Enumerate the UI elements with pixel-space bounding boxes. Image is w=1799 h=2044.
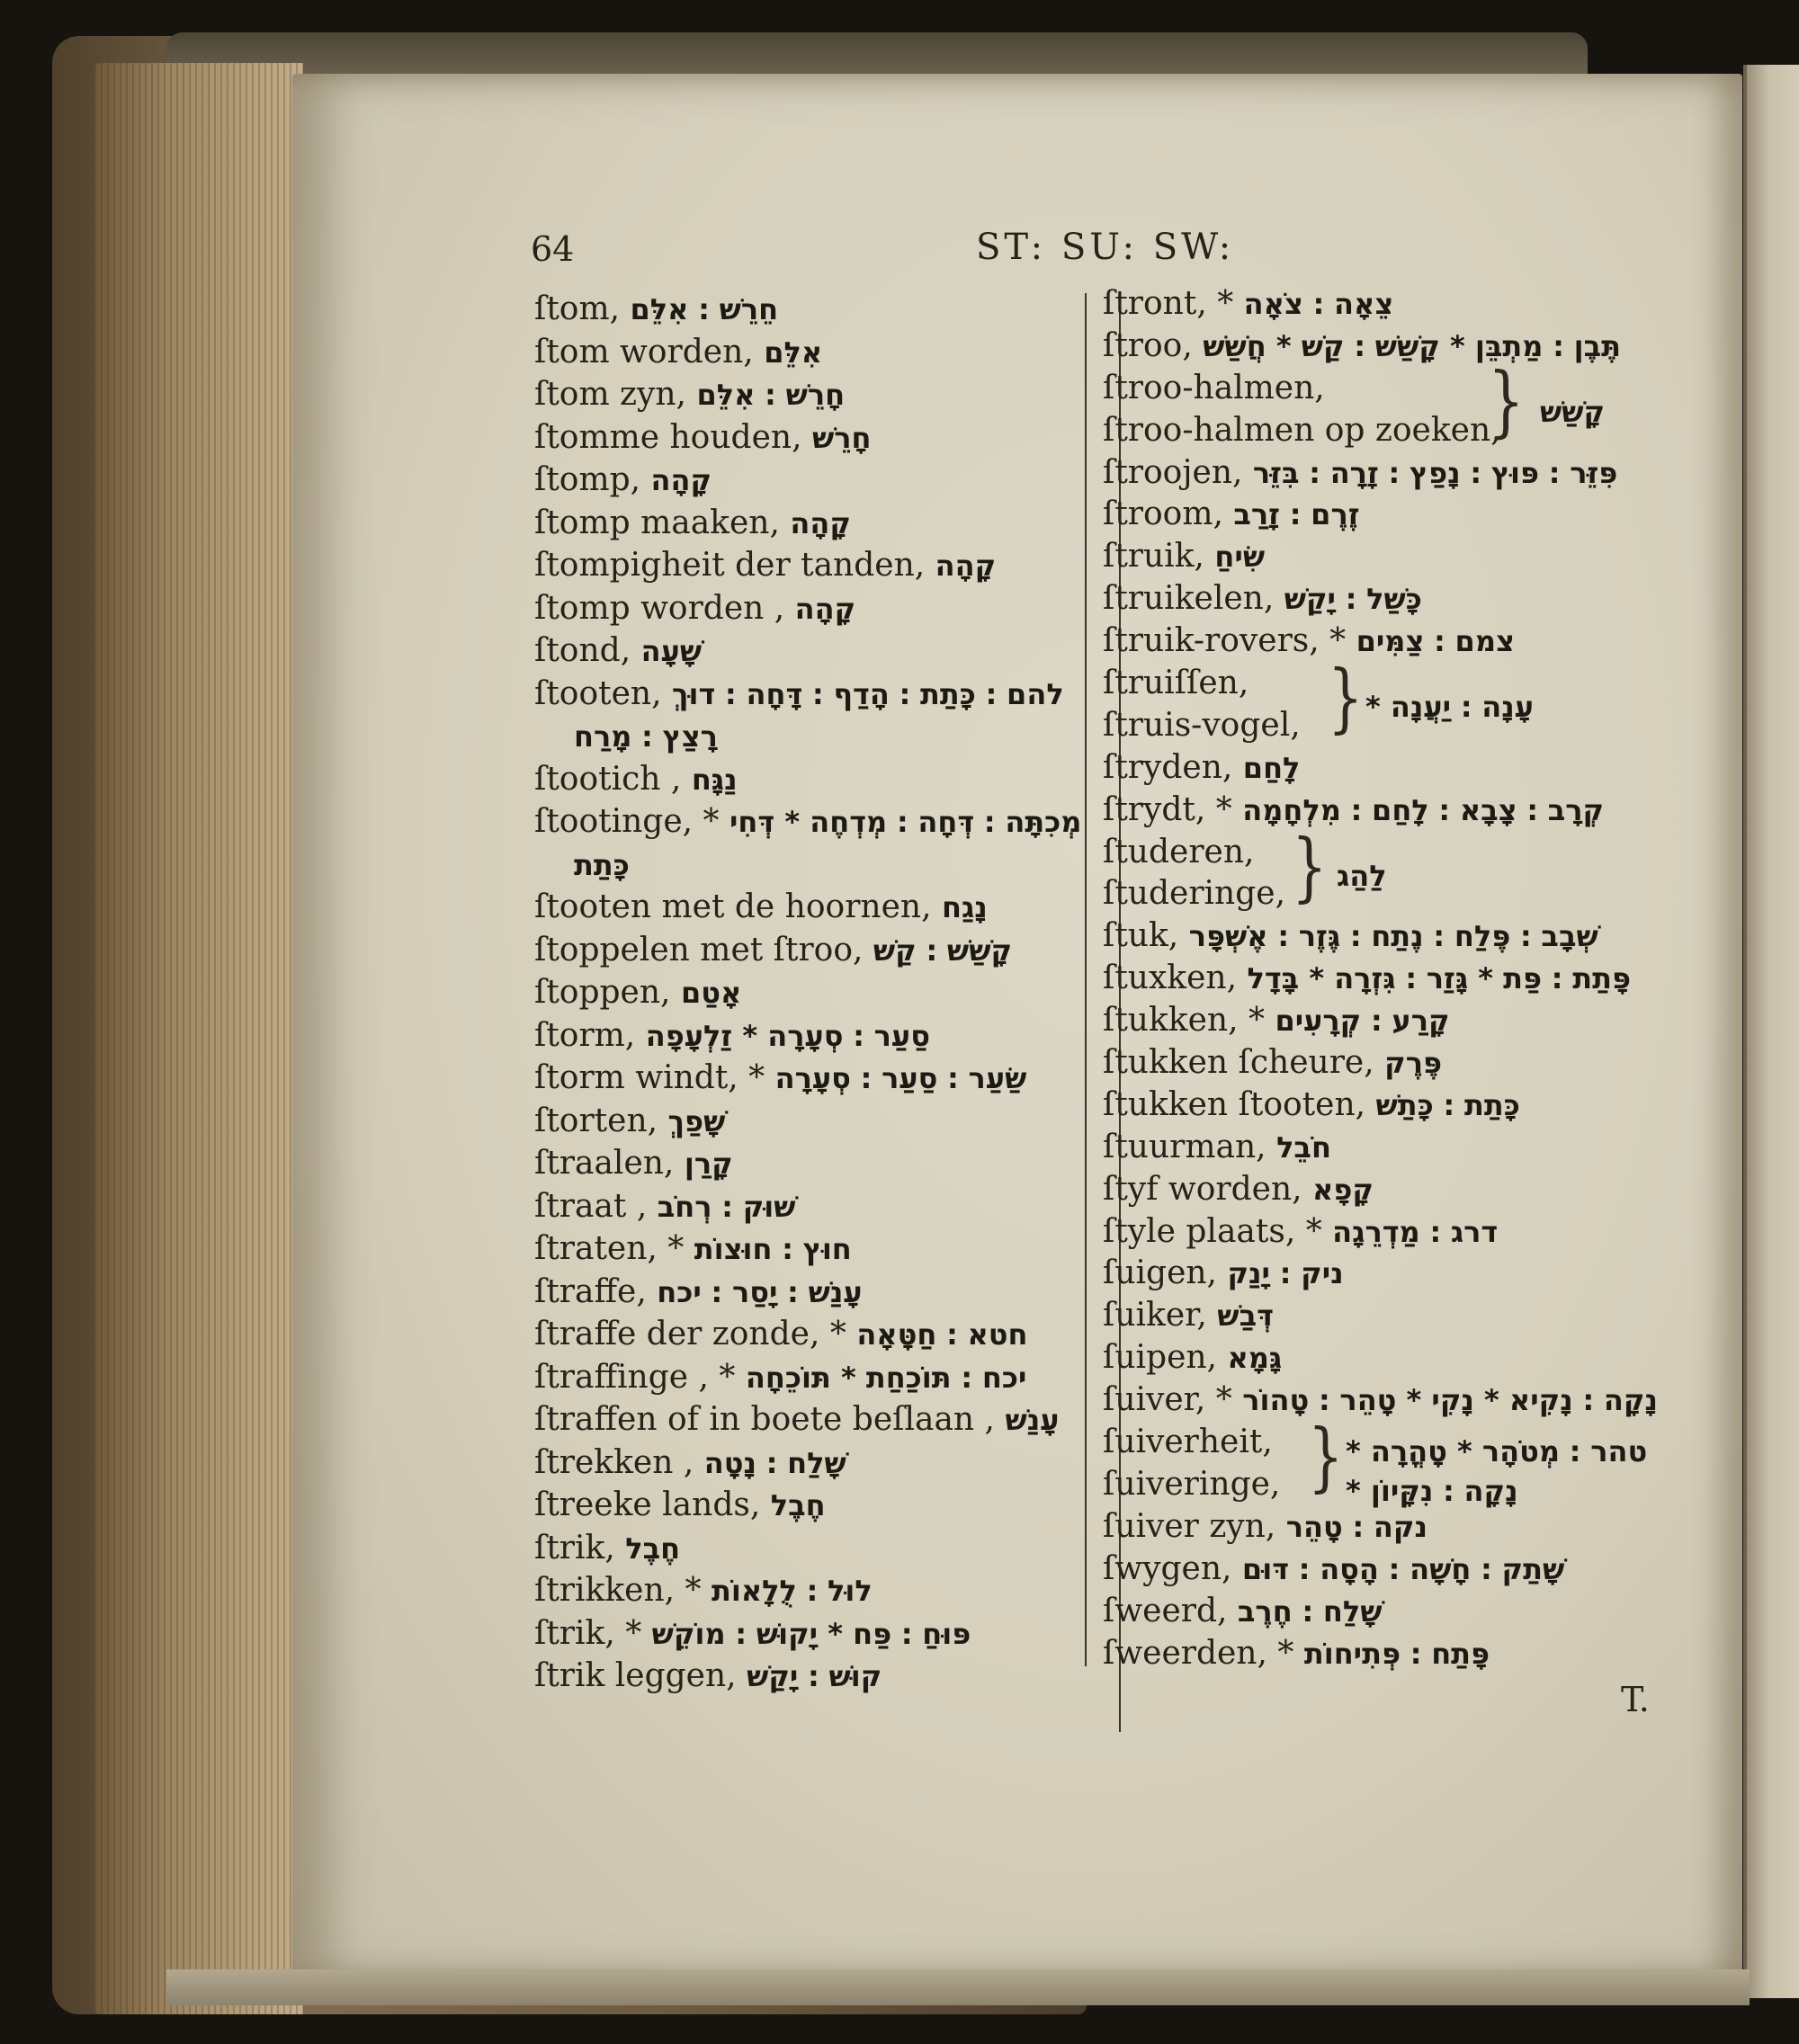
dutch-word: ſtooten,: [534, 674, 662, 712]
hebrew-word: סַעַר ׃ סְעָרָה * זַלְעָפָה: [645, 1018, 930, 1053]
hebrew-word: שָׁפַךְ: [667, 1103, 726, 1138]
hebrew-word: נַגָּח: [691, 762, 738, 797]
page-bottom-shadow: [166, 1969, 1750, 2005]
hebrew-word: דְּבַשׁ: [1217, 1299, 1274, 1334]
dutch-word: ſtond,: [534, 632, 631, 669]
list-item: [534, 800, 1083, 843]
grouped-entry: [1103, 653, 1635, 747]
dutch-word: ſtroojen,: [1103, 453, 1243, 491]
list-item: [534, 1442, 1083, 1485]
dutch-word: ſtraffe der zonde, *: [534, 1316, 846, 1352]
list-item: [534, 1185, 1083, 1228]
list-item: [534, 373, 1083, 416]
hebrew-word: חֵרֵשׁ ׃ אִלֵּם: [630, 292, 779, 326]
hebrew-word: עָנָה ׃ יַעֲנָה *: [1365, 690, 1534, 725]
list-item: [534, 971, 1083, 1014]
brace-icon: }: [1292, 821, 1328, 911]
list-item: [534, 1356, 1083, 1399]
list-item: [1103, 536, 1635, 578]
page-number: 64: [531, 229, 575, 269]
hebrew-word: קָפָא: [1312, 1172, 1374, 1207]
dutch-word: ſuiverheit,: [1103, 1424, 1273, 1461]
hebrew-word: קָהָה: [650, 463, 712, 497]
hebrew-word: לַהַג: [1337, 858, 1387, 893]
hebrew-word: נָגַח: [942, 890, 988, 924]
list-item: [534, 1057, 1083, 1100]
list-item: [534, 629, 1083, 673]
hebrew-word: כָּתַת ׃ כָּתַשׁ: [1375, 1087, 1520, 1122]
list-item: [1103, 1549, 1635, 1591]
list-item: [1103, 915, 1635, 958]
column-rule: [1085, 293, 1087, 1666]
list-item: [1103, 1084, 1635, 1127]
hebrew-word: קָרַע ׃ קְרָעִים: [1275, 1004, 1450, 1039]
hebrew-word: אִלֵּם: [764, 335, 823, 370]
grouped-entry: [1103, 356, 1635, 452]
hebrew-word: שַׂעַר ׃ סַעַר ׃ סְעָרָה: [774, 1061, 1027, 1095]
list-item: [534, 843, 1083, 887]
hebrew-word: ניק ׃ יָנַק: [1227, 1256, 1344, 1291]
dutch-word: ſtrik, *: [534, 1614, 642, 1652]
dutch-word: ſuiver, *: [1103, 1381, 1232, 1419]
dutch-word: ſtomp worden ,: [534, 589, 785, 627]
grouped-entry: [1103, 1412, 1648, 1509]
page-block-edge: [94, 63, 303, 2014]
dutch-word: ſtraat ,: [534, 1187, 648, 1225]
hebrew-word: נקה ׃ טָהֵר: [1285, 1509, 1428, 1544]
hebrew-word: רָצַץ ׃ מָרַח: [574, 719, 718, 754]
hebrew-word: כָּשַׁל ׃ יָקַשׁ: [1284, 582, 1422, 617]
hebrew-word: אָטַם: [680, 976, 742, 1010]
dutch-word: ſtrik,: [534, 1529, 615, 1566]
hebrew-word: עָנַשׁ: [1005, 1403, 1060, 1437]
hebrew-word: קָהָה: [790, 505, 851, 540]
list-item: [534, 715, 1083, 758]
hebrew-word: חטא ׃ חַטָּאָה: [856, 1317, 1028, 1352]
hebrew-word: קָשַׁשׁ: [1540, 394, 1606, 429]
hebrew-word: מְכִתָּה ׃ דְּחָה ׃ מְדְחֶה * דְּחִי: [729, 805, 1082, 839]
hebrew-word: שׁוּק ׃ רְחֹב: [657, 1189, 796, 1224]
list-item: [534, 502, 1083, 545]
dutch-word: ſtraffinge , *: [534, 1358, 736, 1396]
list-item: [534, 1612, 1083, 1656]
dutch-word: ſtoppelen met ſtroo,: [534, 931, 864, 968]
list-item: [1103, 1211, 1635, 1254]
dutch-word: ſtorm,: [534, 1016, 636, 1054]
dutch-word: ſtuxken,: [1103, 960, 1238, 997]
list-item: [1103, 1169, 1635, 1211]
hebrew-word: קָהָה: [794, 591, 856, 626]
list-item: [1103, 283, 1635, 326]
dutch-word: ſtootinge, *: [534, 803, 720, 840]
dutch-word: ſtroo-halmen op zoeken,: [1103, 411, 1501, 449]
list-item: [1103, 494, 1635, 536]
list-item: [1103, 958, 1635, 1000]
dutch-word: ſtruikelen,: [1103, 580, 1275, 618]
dutch-word: ſtrekken ,: [534, 1443, 694, 1481]
dutch-word: ſtruik-rovers, *: [1103, 622, 1347, 660]
brace-icon: }: [1308, 1412, 1344, 1501]
hebrew-word: פָּתַת ׃ פַּת * גָּזַר ׃ גִּזְרָה * בָּדָל: [1247, 961, 1631, 996]
hebrew-word: דרג ׃ מַדְרֵגָה: [1332, 1214, 1499, 1249]
hebrew-word: זֶרֶם ׃ זָרַב: [1233, 497, 1360, 532]
dutch-word: ſtom worden,: [534, 333, 754, 370]
grouped-entry: [1103, 821, 1635, 916]
catchword: T.: [1621, 1680, 1650, 1719]
dutch-word: ſtraffe,: [534, 1272, 647, 1310]
dutch-word: ſtom zyn,: [534, 376, 686, 413]
dutch-word: ſtuurman,: [1103, 1128, 1266, 1165]
list-item: [1103, 1127, 1635, 1169]
list-item: [1103, 1506, 1635, 1549]
list-item: [1103, 578, 1635, 620]
dutch-word: ſtoppen,: [534, 974, 671, 1011]
dutch-word: ſtomp maaken,: [534, 504, 780, 541]
list-item: [1103, 1337, 1635, 1379]
dutch-word: ſtompigheit der tanden,: [534, 547, 926, 584]
list-item: [534, 416, 1083, 460]
dutch-word: ſtukken ſcheure,: [1103, 1044, 1374, 1082]
list-item: [534, 1527, 1083, 1570]
dutch-word: ſtruiſſen,: [1103, 665, 1249, 702]
list-item: [534, 459, 1083, 502]
dutch-word: ſtuderen,: [1103, 833, 1255, 870]
list-item: [534, 673, 1083, 716]
list-item: [1103, 1591, 1635, 1633]
list-item: [1103, 1379, 1658, 1422]
list-item: [1103, 326, 1635, 368]
hebrew-word: שְׁבָב ׃ פֶּלַח ׃ נֶתַח ׃ גֶּזֶר ׃ אֶשְׁפָּר: [1188, 919, 1598, 954]
dutch-word: ſweerd,: [1103, 1592, 1228, 1629]
dutch-word: ſtyf worden,: [1103, 1170, 1302, 1208]
dutch-word: ſtraten, *: [534, 1230, 685, 1267]
hebrew-word: טהר ׃ מְטֹהָר * טָהֳרָה *: [1346, 1434, 1648, 1469]
facing-page-edge: [1743, 65, 1799, 1998]
hebrew-word: חֶבֶל: [625, 1531, 681, 1566]
hebrew-word: יכח ׃ תּוֹכַחַת * תּוֹכֵחָה: [745, 1360, 1027, 1395]
list-item: [1103, 747, 1635, 790]
dutch-word: ſtomme houden,: [534, 418, 802, 456]
hebrew-word: שִׂיחַ: [1214, 540, 1266, 575]
dutch-word: ſweerden, *: [1103, 1634, 1294, 1672]
dutch-word: ſtroo-halmen,: [1103, 369, 1325, 406]
dutch-word: ſtukken, *: [1103, 1002, 1265, 1040]
dutch-word: ſtomp,: [534, 461, 641, 498]
list-item: [534, 1398, 1083, 1442]
dutch-word: ſtrik leggen,: [534, 1657, 737, 1694]
dutch-word: ſtraalen,: [534, 1145, 675, 1182]
hebrew-word: נָקָה ׃ נִקָּיוֹן *: [1346, 1474, 1518, 1509]
dutch-word: ſtreeke lands,: [534, 1486, 761, 1523]
dutch-word: ſuiveringe,: [1103, 1465, 1281, 1503]
list-item: [534, 1142, 1083, 1185]
dutch-word: ſtront, *: [1103, 285, 1234, 322]
dutch-word: ſtuderinge,: [1103, 875, 1286, 913]
hebrew-word: צֵאָה ׃ צֹאָה: [1243, 287, 1394, 321]
list-item: [534, 1313, 1083, 1356]
dutch-word: ſtukken ſtooten,: [1103, 1085, 1366, 1123]
hebrew-word: שָׁלַח ׃ חֶרֶב: [1237, 1593, 1383, 1629]
list-item: [534, 1655, 1083, 1698]
dutch-word: ſtuk,: [1103, 917, 1179, 955]
list-item: [1103, 452, 1635, 495]
hebrew-word: להם ׃ כָּתַת ׃ הָדַף ׃ דָּחָה ׃ דוּךְ: [672, 676, 1064, 711]
running-head: ST: SU: SW:: [976, 227, 1235, 268]
hebrew-word: קְרָב ׃ צָבָא ׃ לָחַם ׃ מִלְחָמָה: [1242, 792, 1605, 827]
list-item: [1103, 1633, 1635, 1675]
hebrew-word: קוּשׁ ׃ יָקַשׁ: [747, 1659, 882, 1693]
list-item: [534, 288, 1083, 331]
right-column: [1103, 283, 1658, 1674]
list-item: [1103, 1042, 1635, 1084]
hebrew-word: פּוּחַ ׃ פַּח * יָקוּשׁ ׃ מוֹקֵשׁ: [651, 1616, 971, 1651]
dutch-word: ſuiver zyn,: [1103, 1507, 1276, 1545]
list-item: [534, 1271, 1083, 1314]
list-item: [534, 1484, 1083, 1527]
dutch-word: ſwygen,: [1103, 1549, 1232, 1587]
hebrew-word: קָשַׁשׁ ׃ קַשׁ: [873, 933, 1013, 968]
hebrew-word: שָׁלַח ׃ נָטָה: [703, 1445, 846, 1480]
hebrew-word: תֶּבֶן ׃ מַתְבֵּן * קָשַׁשׁ ׃ קַשׁ * חֲשַׁשׁ: [1203, 328, 1621, 363]
hebrew-word: חָרֵשׁ ׃ אִלֵּם: [696, 378, 846, 412]
dutch-word: ſtroom,: [1103, 495, 1223, 533]
hebrew-word: גָּמָא: [1227, 1341, 1283, 1376]
dutch-word: ſtorten,: [534, 1102, 658, 1139]
list-item: [1103, 1253, 1635, 1295]
hebrew-word: חֶבֶל: [770, 1488, 826, 1522]
hebrew-word: קָהָה: [935, 549, 997, 583]
dutch-word: ſtooten met de hoornen,: [534, 888, 932, 925]
list-item: [534, 331, 1083, 374]
list-item: [534, 758, 1083, 801]
hebrew-word: צמם ׃ צַמִּים: [1356, 624, 1515, 659]
list-item: [1103, 620, 1635, 663]
list-item: [534, 1227, 1083, 1271]
left-column: [534, 288, 1083, 1698]
dutch-word: ſtroo,: [1103, 326, 1193, 364]
hebrew-word: לוּל ׃ לֻלָאוֹת: [711, 1574, 873, 1608]
hebrew-word: קָרַן: [684, 1147, 733, 1181]
list-item: [1103, 790, 1635, 832]
dutch-word: ſtrydt, *: [1103, 790, 1232, 828]
dutch-word: ſuigen,: [1103, 1254, 1218, 1292]
hebrew-word: שָׁתַק ׃ חָשָׁה ׃ הָסָה ׃ דּוּם: [1241, 1551, 1565, 1586]
list-item: [1103, 1295, 1635, 1337]
list-item: [534, 1569, 1083, 1612]
dutch-word: ſuiker,: [1103, 1297, 1207, 1334]
dutch-word: ſtyle plaats, *: [1103, 1212, 1322, 1250]
dutch-word: ſtruik,: [1103, 538, 1204, 576]
hebrew-word: כָּתַת: [574, 847, 630, 882]
list-item: [534, 886, 1083, 929]
list-item: [534, 1014, 1083, 1058]
hebrew-word: נָקָה ׃ נָקִיא * נָקִי * טָהֵר ׃ טָהוֹר: [1242, 1383, 1658, 1418]
dutch-word: ſtruis-vogel,: [1103, 706, 1301, 744]
list-item: [534, 544, 1083, 587]
hebrew-word: שָׁעָה: [640, 634, 703, 668]
list-item: [534, 1100, 1083, 1143]
hebrew-word: חֹבֵל: [1276, 1129, 1331, 1165]
dutch-word: ſuipen,: [1103, 1339, 1218, 1377]
brace-icon: }: [1328, 653, 1364, 742]
list-item: [1103, 1000, 1635, 1042]
hebrew-word: פִּזֵּר ׃ פּוּץ ׃ נָפַץ ׃ זָרָה ׃ בִּזֵּר: [1252, 455, 1618, 490]
hebrew-word: עָנַשׁ ׃ יָסַר ׃ יכח: [657, 1274, 863, 1309]
hebrew-word: חוּץ ׃ חוּצוֹת: [694, 1232, 852, 1266]
dutch-word: ſtryden,: [1103, 748, 1233, 786]
dutch-word: ſtom,: [534, 290, 621, 327]
list-item: [534, 587, 1083, 630]
list-item: [534, 929, 1083, 972]
hebrew-word: חָרֵשׁ: [811, 420, 872, 455]
hebrew-word: פָּתַח ׃ פְּתִיחוֹת: [1303, 1636, 1490, 1671]
dutch-word: ſtraffen of in boete beſlaan ,: [534, 1401, 995, 1438]
brace-icon: }: [1488, 356, 1525, 447]
dutch-word: ſtorm windt, *: [534, 1059, 765, 1096]
dutch-word: ſtrikken, *: [534, 1572, 702, 1609]
dutch-word: ſtootich ,: [534, 760, 682, 798]
hebrew-word: לָחַם: [1242, 750, 1301, 785]
hebrew-word: פֶּרֶק: [1384, 1046, 1442, 1081]
